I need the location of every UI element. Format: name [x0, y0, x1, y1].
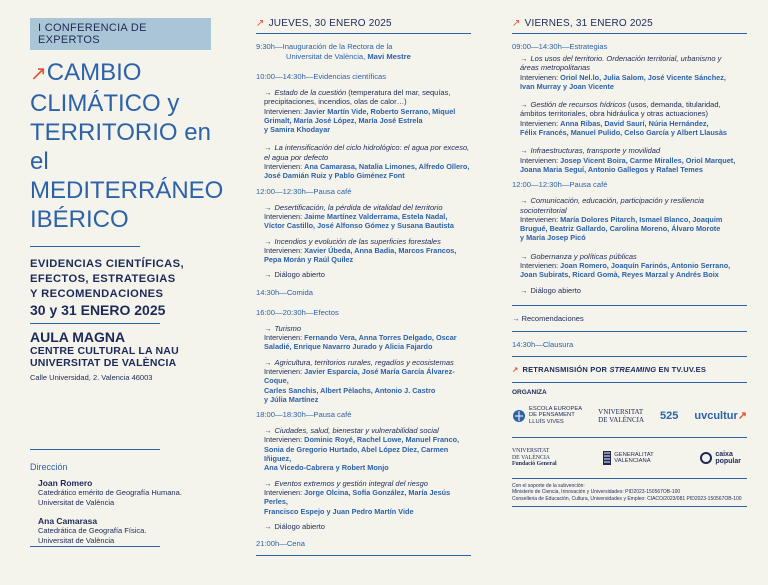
opening-text: Universitat de València, — [286, 52, 368, 61]
divider — [512, 33, 747, 34]
logo-text: DE PENSAMENT — [529, 412, 575, 419]
conference-tag: I CONFERENCIA DE EXPERTOS — [30, 18, 211, 50]
session-speakers: Intervienen: Oriol Nel.lo, Julia Salom, José Vicente Sánchez, — [520, 72, 726, 82]
caixa-emblem-icon — [700, 452, 712, 464]
arrow-right-icon: → — [264, 88, 272, 97]
arrow-right-icon: → — [264, 323, 272, 333]
session — [264, 270, 471, 279]
arrow-right-icon: → — [520, 196, 528, 206]
dialog-label: Diálogo abierto — [274, 270, 325, 280]
logo-text: VNIVERSITAT — [598, 407, 644, 416]
divider — [512, 506, 747, 507]
session-title: ámbitos territoriales, obra hidráulica y otras actuaciones) — [520, 109, 709, 119]
divider — [512, 437, 747, 438]
session-title: Agricultura, territorios rurales, regadíos y ecosistemas — [274, 357, 454, 367]
logo-text: popular — [715, 458, 741, 466]
session-speakers: Sonia de Gregorio Hurtado, Abel López Díez, Carmen Iñiguez, — [264, 444, 449, 464]
divider — [30, 546, 160, 547]
day-heading-text: JUEVES, 30 ENERO 2025 — [268, 18, 392, 29]
session — [264, 426, 471, 472]
venue-line: CENTRE CULTURAL LA NAU — [30, 345, 179, 357]
arrow-right-icon: → — [520, 146, 528, 156]
session-title: socioterritorial — [520, 205, 567, 215]
globe-icon — [512, 409, 526, 423]
director-name: Joan Romero — [38, 478, 93, 488]
session-title: precipitaciones, incendios, olas de calor…) — [264, 97, 407, 107]
session-speakers: Intervienen: Jaime Martínez Valderrama, Estela Nadal, — [264, 211, 448, 221]
dialog-label: Diálogo abierto — [530, 285, 581, 295]
subtitle-line: Y RECOMENDACIONES — [30, 288, 164, 300]
arrow-right-icon: → — [520, 251, 528, 261]
logo-text: GENERALITAT — [614, 451, 654, 458]
session-title: Infraestructuras, transporte y movilidad — [530, 146, 661, 156]
opening-speaker: Mavi Mestre — [367, 52, 411, 61]
session-title: Ciudades, salud, bienestar y vulnerabilidad social — [274, 426, 439, 436]
session-speakers: y Samira Khodayar — [264, 125, 331, 135]
subtitle-line: EVIDENCIAS CIENTÍFICAS, — [30, 258, 185, 270]
streaming-notice — [512, 365, 747, 374]
session — [520, 146, 747, 174]
session-speakers: Carles Sanchis, Albert Pèlachs, Antonio J. Castro — [264, 385, 436, 395]
stream-text: STREAMING — [609, 364, 657, 374]
divider — [512, 382, 747, 383]
recommendations-label: Recomendaciones — [521, 313, 584, 323]
session-speakers: José Damián Ruiz y Pablo Giménez Font — [264, 171, 405, 181]
arrow-right-icon: → — [520, 100, 528, 110]
divider — [256, 555, 471, 556]
stream-text: EN TV.UV.ES — [656, 364, 707, 374]
session — [264, 88, 471, 134]
session-speakers: Intervienen: Javier Esparcia, José María García Álvarez-Coque, — [264, 366, 455, 386]
subtitle-line: EFECTOS, ESTRATEGIAS — [30, 273, 176, 285]
divider — [512, 356, 747, 357]
divider — [30, 323, 160, 324]
uvcultura-logo: uvcultur↗ — [694, 410, 747, 423]
anniversary-logo: 525 — [660, 409, 679, 422]
logo-text: uvcultur — [694, 410, 738, 423]
arrow-right-icon: → — [264, 202, 272, 212]
arrow-right-icon: → — [264, 236, 272, 246]
director-affiliation: Universitat de València — [38, 536, 115, 545]
divider — [512, 305, 747, 306]
session-title: áreas metropolitanas — [520, 63, 591, 73]
session — [520, 196, 747, 242]
session-speakers: Intervienen: Ana Camarasa, Natalia Limones, Alfredo Ollero, — [264, 162, 470, 172]
title-line: MEDITERRÁNEO — [30, 177, 224, 204]
arrow-up-right-icon: ↗ — [512, 18, 521, 29]
uv-fundacio-logo — [512, 448, 557, 468]
session — [264, 324, 471, 352]
director-name: Ana Camarasa — [38, 516, 98, 526]
arrow-right-icon: → — [520, 54, 528, 63]
session — [264, 237, 471, 265]
logo-text: ESCOLA EUROPEA — [529, 405, 583, 412]
session-title: Incendios y evolución de las superficies forestales — [274, 236, 441, 246]
organizer-logos — [512, 406, 747, 426]
session-title: Desertificación, la pérdida de vitalidad del territorio — [274, 202, 443, 212]
day-heading-text: VIERNES, 31 ENERO 2025 — [524, 18, 653, 29]
support-note — [512, 483, 747, 503]
caixa-popular-logo — [700, 451, 741, 465]
direction-label: Dirección — [30, 462, 68, 472]
schedule-slot: 21:00h—Cena — [256, 539, 305, 549]
session-speakers: Intervienen: Josep Vicent Boira, Carme Miralles, Oriol Marquet, — [520, 155, 736, 165]
director-affiliation: Catedrática de Geografía Física. — [38, 526, 147, 535]
session-speakers: Pepa Morán y Raúl Quílez — [264, 255, 354, 265]
arrow-right-icon: → — [264, 270, 272, 280]
session-speakers: Intervienen: Xavier Úbeda, Anna Badia, Marcos Francos, — [264, 245, 457, 255]
title-line: CAMBIO — [46, 59, 142, 86]
direction-section — [30, 462, 230, 554]
session-speakers: Ana Vicedo-Cabrera y Robert Monjo — [264, 463, 389, 473]
arrow-up-right-icon: ↗ — [256, 18, 265, 29]
logo-text: DE VALÈNCIA — [512, 454, 550, 461]
generalitat-logo — [603, 451, 653, 465]
session — [264, 479, 471, 516]
session-title: Los usos del territorio. Ordenación territorial, urbanismo y — [530, 54, 722, 63]
schedule-slot: 16:00—20:30h—Efectos — [256, 307, 339, 317]
day-heading — [512, 18, 747, 29]
arrow-right-icon: → — [264, 521, 272, 531]
logo-text: Fundació General — [512, 461, 557, 468]
session-title: Eventos extremos y gestión integral del riesgo — [274, 478, 428, 488]
session-speakers: Intervienen: Joan Romero, Joaquín Farinós, Antonio Serrano, — [520, 261, 731, 271]
session-speakers: Intervienen: Javier Martín Vide, Roberto Serrano, Miquel — [264, 106, 456, 116]
session — [520, 54, 747, 91]
director — [38, 478, 230, 508]
day2-column — [512, 18, 747, 515]
arrow-right-icon: → — [264, 143, 272, 153]
session — [264, 203, 471, 231]
dialog-label: Diálogo abierto — [274, 521, 325, 531]
session — [520, 252, 747, 280]
director-affiliation: Universitat de València — [38, 498, 115, 507]
session-speakers: Joana Maria Seguí, Antonio Gallegos y Rafael Temes — [520, 164, 703, 174]
venue-name: AULA MAGNA — [30, 329, 126, 345]
session-speakers: Víctor Castillo, José Alfonso Gómez y Susana Bautista — [264, 221, 454, 231]
session — [520, 286, 747, 295]
arrow-right-icon: → — [520, 285, 528, 295]
session-speakers: Intervienen: Jorge Olcina, Sofía González, María Jesús Perles, — [264, 487, 451, 507]
session-title: el agua por defecto — [264, 152, 329, 162]
session-speakers: y María Josep Picó — [520, 233, 586, 243]
arrow-right-icon: → — [264, 426, 272, 436]
logo-text: caixa — [715, 451, 733, 459]
session-speakers: Joan Subirats, Ricard Gomà, Reyes Marzal y Andrés Boix — [520, 270, 719, 280]
session — [264, 143, 471, 180]
session-speakers: Félix Francés, Manuel Pulido, Celso García y Albert Llausàs — [520, 128, 727, 138]
session-speakers: Francisco Espejo y Juan Pedro Martín Vide — [264, 506, 414, 516]
director-affiliation: Catedrático emérito de Geografía Humana. — [38, 488, 182, 497]
session — [520, 100, 747, 137]
arrow-up-right-icon: ↗ — [30, 63, 47, 85]
session-title: (usos, demanda, titularidad, — [625, 100, 721, 110]
session-speakers: Intervienen: Anna Ribas, David Saurí, Núria Hernández, — [520, 118, 709, 128]
title-line: TERRITORIO en el — [30, 119, 211, 175]
organiza-label: ORGANIZA — [512, 388, 547, 396]
session-speakers: Brugué, Beatriz Gallardo, Carolina Moreno, Álvaro Morote — [520, 224, 721, 234]
universitat-valencia-logo — [598, 408, 644, 424]
divider — [512, 331, 747, 332]
logo-text: LLUÍS VIVES — [529, 418, 564, 425]
schedule-slot: 18:00—18:30h—Pausa café — [256, 410, 352, 420]
session-title: Comunicación, educación, participación y resiliencia — [530, 196, 704, 206]
session-speakers: Grimalt, María José López, María José Estrela — [264, 115, 423, 125]
schedule-slot: 09:00—14:30h—Estrategias — [512, 42, 608, 51]
session-speakers: y Júlia Martínez — [264, 394, 319, 404]
logo-text: VNIVERSITAT — [512, 448, 550, 455]
logo-text: DE VALÈNCIA — [598, 415, 644, 424]
schedule-slot: 14:30h—Clausura — [512, 339, 574, 349]
session-title: Estado de la cuestión — [274, 88, 347, 97]
schedule-slot: 10:00—14:30h—Evidencias científicas — [256, 72, 387, 81]
session-speakers: Intervienen: Dominic Royé, Rachel Lowe, Manuel Franco, — [264, 435, 460, 445]
session-title: Turismo — [274, 323, 302, 333]
title-line: IBÉRICO — [30, 206, 129, 233]
divider — [30, 449, 160, 450]
stream-text: RETRANSMISIÓN POR — [522, 364, 610, 374]
schedule-slot: 12:00—12:30h—Pausa café — [512, 180, 608, 190]
support-label: Con el soporte de la subvención: — [512, 482, 585, 489]
arrow-right-icon: → — [264, 357, 272, 367]
session-title: (temperatura del mar, sequías, — [346, 88, 451, 97]
divider — [30, 246, 140, 247]
support-line: Conselleria de Educación, Cultura, Universidades y Empleo: CIACO/2023/081 PID2023-150567OB-100 — [512, 495, 742, 502]
director — [38, 516, 230, 546]
divider — [256, 33, 471, 34]
venue — [30, 329, 230, 382]
venue-address: Calle Universidad, 2. Valencia 46003 — [30, 373, 153, 382]
arrow-right-icon: → — [264, 478, 272, 488]
logo-text: VALENCIANA — [614, 458, 651, 465]
arrow-up-right-icon: ↗ — [512, 364, 519, 374]
divider — [512, 478, 747, 479]
shield-icon — [603, 451, 611, 465]
session-title: La intensificación del ciclo hidrológico: el agua por exceso, — [274, 143, 470, 153]
title-column — [30, 18, 230, 302]
day-heading — [256, 18, 471, 29]
support-line: Ministerio de Ciencia, Innovación y Universidades: PID2023-150567OB-100 — [512, 489, 681, 496]
title-line: CLIMÁTICO y — [30, 90, 180, 117]
sponsor-logos — [512, 448, 747, 468]
session-title: Gobernanza y políticas públicas — [530, 251, 637, 261]
session — [264, 522, 471, 531]
escola-europea-logo — [512, 406, 582, 426]
session-title: Gestión de recursos hídricos — [530, 100, 626, 110]
session — [264, 358, 471, 404]
subtitle — [30, 257, 230, 302]
session-speakers: Intervienen: María Dolores Pitarch, Ismael Blanco, Joaquim — [520, 214, 723, 224]
arrow-right-icon: → — [512, 313, 522, 323]
schedule-slot-cont — [286, 52, 471, 62]
session-speakers: Saladié, Enrique Navarro Jurado y Alicia Fajardo — [264, 342, 433, 352]
session-speakers: Intervienen: Fernando Vera, Anna Torres Delgado, Oscar — [264, 333, 457, 343]
venue-line: UNIVERSITAT DE VALÈNCIA — [30, 357, 177, 369]
schedule-slot: 9:30h—Inauguración de la Rectora de la — [256, 42, 393, 51]
page-title — [30, 58, 230, 234]
event-dates: 30 y 31 ENERO 2025 — [30, 302, 166, 318]
schedule-slot: 14:30h—Comida — [256, 287, 313, 297]
day1-column — [256, 18, 471, 564]
schedule-slot: 12:00—12:30h—Pausa café — [256, 186, 352, 196]
session-speakers: Ivan Murray y Joan Vicente — [520, 81, 614, 91]
